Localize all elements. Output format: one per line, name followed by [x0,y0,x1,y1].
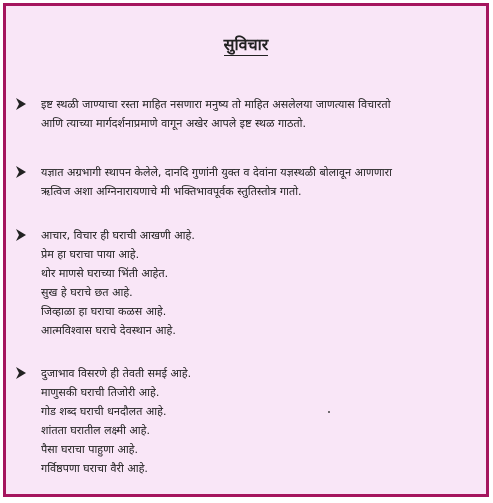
quote-line: माणुसकी घराची तिजोरी आहे. [41,386,160,399]
document-page [3,3,489,497]
quote-section-3 [15,226,483,340]
quote-line: इष्ट स्थळी जाण्याचा रस्ता माहित नसणारा मनुष्य तो माहित असलेलया जाणत्यास विचारतो [41,98,391,111]
quote-line: गर्विष्ठपणा घराचा वैरी आहे. [41,462,148,475]
quote-line: ऋत्विज अशा अग्निनारायणाचे मी भक्तिभावपूर्वक स्तुतिस्तोत्र गातो. [41,185,302,198]
quote-line: आत्मविश्‍वास घराचे देवस्थान आहे. [41,324,176,337]
quote-section-2 [15,163,483,201]
quote-line: दुजाभाव विसरणे ही तेवती समई आहे. [41,367,192,380]
quote-section-1 [15,95,483,133]
stray-dot [328,411,330,413]
quote-line: प्रेम हा घराचा पाया आहे. [41,248,140,261]
title-text: सुविचार [223,35,269,54]
quote-section-4 [15,364,483,478]
quote-line: यज्ञात अग्रभागी स्थापन केलेले, दानदि गुणांनी युक्त व देवांना यज्ञस्थळी बोलावून आणणारा [41,166,392,179]
arrowhead-bullet-icon [15,97,27,111]
arrowhead-bullet-icon [15,228,27,242]
arrowhead-bullet-icon [15,366,27,380]
quote-line: शांतता घरातील लक्ष्मी आहे. [41,424,150,437]
quote-line: आणि त्याच्या मार्गदर्शनाप्रमाणे वागून अखेर आपले इष्ट स्थळ गाठतो. [41,117,306,130]
quote-line: जिव्हाळा हा घराचा कळस आहे. [41,305,167,318]
quote-line: सुख हे घराचे छत आहे. [41,286,133,299]
quote-line: आचार, विचार ही घराची आखणी आहे. [41,229,195,242]
arrowhead-bullet-icon [15,165,27,179]
page-title [6,35,486,54]
quote-line: गोड शब्द घराची धनदौलत आहे. [41,405,167,418]
quote-line: पैसा घराचा पाहुणा आहे. [41,443,139,456]
quote-line: थोर माणसे घराच्या भिंती आहेत. [41,267,169,280]
